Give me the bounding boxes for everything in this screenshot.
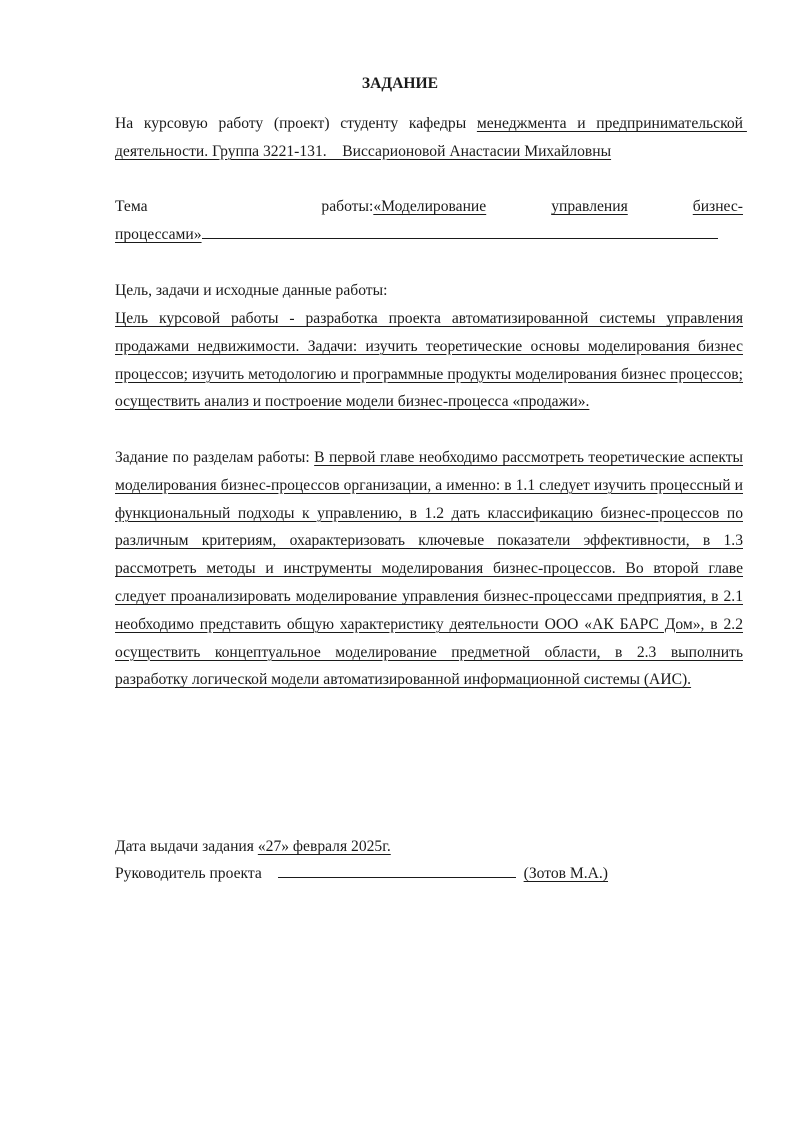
department-student-info: менеджмента и предпринимательской деятельности. Группа 3221-131. Виссарионовой Анастасии Михайловны <box>115 115 747 160</box>
topic-value-line2: процессами» <box>115 226 202 243</box>
supervisor-row <box>115 860 743 888</box>
topic-blank-line <box>202 222 718 239</box>
issue-date-label: Дата выдачи задания <box>115 838 254 855</box>
topic-paragraph <box>115 193 743 221</box>
supervisor-label: Руководитель проекта <box>115 865 262 882</box>
document-title: ЗАДАНИЕ <box>361 75 439 92</box>
topic-value-line1: «Моделирование управления бизнес- <box>373 198 743 215</box>
sections-paragraph <box>115 444 743 694</box>
topic-label: Тема работы: <box>115 198 374 215</box>
sections-label: Задание по разделам работы: <box>115 449 310 466</box>
intro-prefix: На курсовую работу (проект) студенту кафедры <box>115 115 467 132</box>
sections-text: В первой главе необходимо рассмотреть теоретические аспекты моделирования бизнес-процессов организации, а именно: в 1.1 следует изучить процессный и функциональный подходы к управлению, в 1.2 дать классификацию бизнес-процессов по различным критериям, охарактеризовать ключевые показатели эффективности, в 1.3 рассмотреть методы и инструменты моделирования бизнес-процессов. Во второй главе следует проанализировать моделирование управления бизнес-процессами предприятия, в 2.1 необходимо представить общую характеристику деятельности ООО «АК БАРС Дом», в 2.2 осуществить концептуальное моделирование предметной области, в 2.3 выполнить разработку логической модели автоматизированной информационной системы (АИС). <box>115 449 743 689</box>
signature-line <box>278 861 516 878</box>
issue-date-row <box>115 833 743 861</box>
issue-date-value: «27» февраля 2025г. <box>257 838 391 855</box>
goal-text: Цель курсовой работы - разработка проекта автоматизированной системы управления продажами недвижимости. Задачи: изучить теоретические основы моделирования бизнес процессов; изучить методологию и программные продукты моделирования бизнес процессов; осуществить анализ и построение модели бизнес-процесса «продажи». <box>115 310 743 411</box>
supervisor-name: (Зотов М.А.) <box>523 865 609 882</box>
goal-label: Цель, задачи и исходные данные работы: <box>115 282 388 299</box>
topic-paragraph-line2 <box>115 221 743 249</box>
intro-paragraph <box>115 110 747 166</box>
